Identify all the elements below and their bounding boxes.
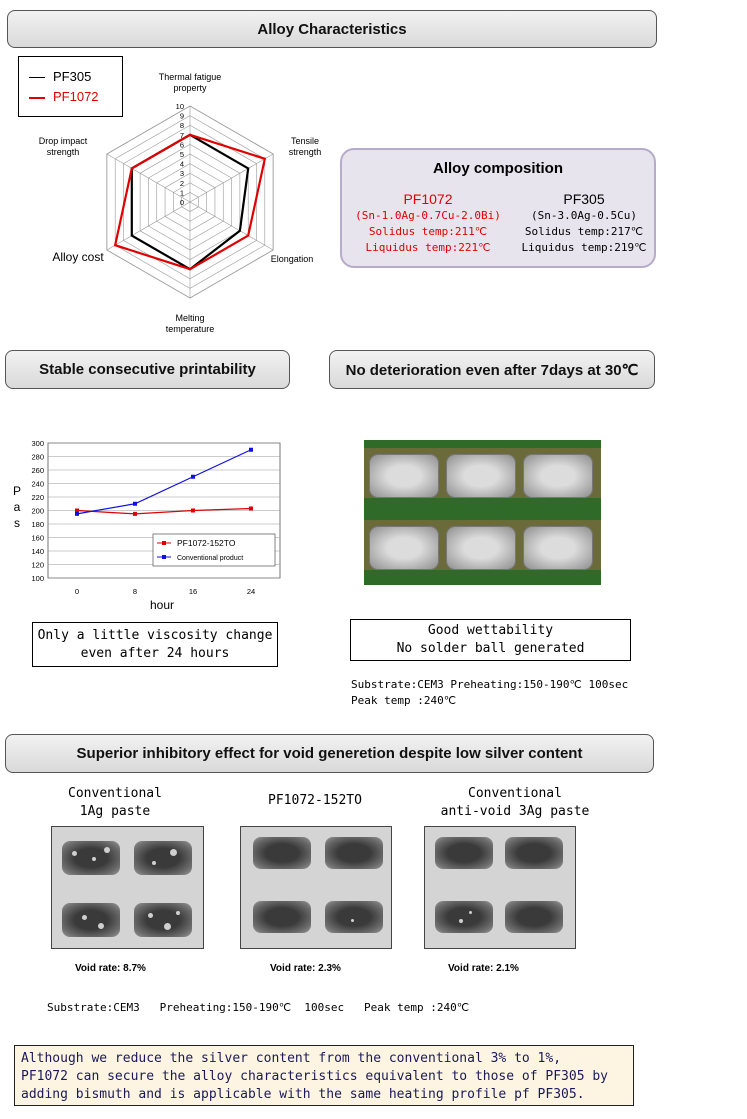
pf305-name: PF305: [563, 191, 605, 207]
section-header-deterioration: [329, 350, 655, 389]
section-title: No deterioration even after 7days at 30℃: [345, 361, 639, 379]
data-point: [133, 502, 137, 506]
viscosity-line-chart: [0, 435, 300, 615]
data-point: [75, 512, 79, 516]
pf1072-solidus: Solidus temp:211℃: [368, 225, 488, 238]
xray-image-pf1072: [240, 826, 392, 949]
legend-label-pf1072: PF1072: [53, 89, 99, 104]
xray-image-1ag: [51, 826, 204, 949]
x-axis-label: hour: [150, 598, 175, 612]
legend-marker: [162, 555, 166, 559]
solder-pad: [446, 526, 516, 570]
wettability-note: Good wettability No solder ball generated: [350, 619, 631, 661]
radar-scale-label: 2: [179, 178, 184, 188]
radar-scale-label: 6: [179, 140, 184, 150]
bottom-substrate-note: Substrate:CEM3 Preheating:150-190℃ 100sec Peak temp :240℃: [47, 1001, 470, 1014]
radar-scale-label: 0: [179, 198, 184, 207]
radar-scale-label: 9: [179, 111, 184, 121]
data-point: [191, 475, 195, 479]
y-tick-label: 180: [31, 520, 44, 529]
void-dot: [469, 911, 472, 914]
axis-label-elongation: Elongation: [270, 254, 314, 264]
void-dot: [351, 919, 354, 922]
xray-pad: [134, 841, 192, 875]
data-point: [133, 512, 137, 516]
xray-pad: [134, 903, 192, 937]
pf305-liquidus: Liquidus temp:219℃: [521, 241, 647, 254]
void-dot: [82, 915, 87, 920]
pf305-solidus: Solidus temp:217℃: [524, 225, 644, 238]
legend-label: Conventional product: [177, 555, 244, 562]
sample-caption-3: Conventional anti-void 3Ag paste: [440, 786, 590, 819]
solder-pad: [369, 454, 439, 498]
xray-pad: [435, 837, 493, 869]
section-title: Superior inhibitory effect for void generetion despite low silver content: [76, 745, 583, 762]
radar-scale-label: 10: [175, 102, 184, 111]
void-dot: [164, 923, 171, 930]
legend-label-pf305: PF305: [53, 69, 92, 84]
void-dot: [92, 857, 96, 861]
y-tick-label: 300: [31, 439, 44, 448]
wettability-photo: [364, 440, 601, 585]
alloy-composition-box: [340, 148, 656, 268]
sample-caption-1: Conventional 1Ag paste: [68, 786, 162, 819]
xray-pad: [325, 901, 383, 933]
composition-title: Alloy composition: [432, 160, 563, 177]
y-tick-label: 200: [31, 506, 44, 516]
xray-pad: [62, 903, 120, 937]
xray-pad: [325, 837, 383, 869]
section-title: Stable consecutive printability: [39, 361, 256, 378]
axis-label-melting: Melting temperature: [165, 313, 215, 334]
axis-label-drop: Drop impact strength: [38, 136, 88, 157]
x-tick-label: 24: [246, 587, 256, 596]
radar-scale-label: 5: [179, 150, 184, 159]
void-dot: [459, 919, 463, 923]
composition-pf1072: [348, 190, 508, 256]
radar-scale-label: 1: [179, 188, 184, 198]
solder-pad: [523, 454, 593, 498]
radar-chart: [0, 55, 340, 345]
xray-pad: [62, 841, 120, 875]
legend-marker: [162, 541, 166, 545]
void-rate-pf1072: Void rate: 2.3%: [270, 963, 341, 974]
void-dot: [176, 911, 180, 915]
section-header-void: [5, 734, 654, 773]
data-point: [249, 448, 253, 452]
xray-pad: [505, 837, 563, 869]
y-tick-label: 120: [31, 560, 44, 570]
radar-scale-label: 7: [179, 130, 184, 140]
solder-pad: [446, 454, 516, 498]
x-tick-label: 16: [188, 587, 198, 596]
y-tick-label: 220: [31, 493, 44, 502]
pf1072-liquidus: Liquidus temp:221℃: [365, 241, 491, 254]
xray-pad: [435, 901, 493, 933]
data-point: [249, 506, 253, 510]
xray-pad: [253, 837, 311, 869]
viscosity-note: Only a little viscosity change even after 24 hours: [32, 622, 278, 667]
void-dot: [148, 913, 153, 918]
axis-label-thermal: Thermal fatigue property: [158, 72, 222, 93]
y-tick-label: 280: [31, 452, 44, 462]
composition-pf305: [514, 190, 654, 256]
section-title: Alloy Characteristics: [257, 20, 407, 38]
axis-label-cost: Alloy cost: [52, 250, 104, 264]
section-header-alloy-characteristics: [7, 10, 657, 48]
void-rate-3ag: Void rate: 2.1%: [448, 963, 519, 974]
pf1072-formula: (Sn-1.0Ag-0.7Cu-2.0Bi): [355, 209, 501, 222]
data-point: [191, 509, 195, 513]
section-header-printability: [5, 350, 290, 389]
y-axis-label: P a s: [12, 484, 21, 530]
y-tick-label: 160: [31, 533, 44, 543]
void-dot: [98, 923, 104, 929]
sample-caption-2: PF1072-152TO: [268, 793, 362, 808]
radar-scale-label: 4: [179, 159, 184, 169]
y-tick-label: 100: [31, 574, 44, 583]
pf1072-name: PF1072: [403, 191, 453, 207]
x-tick-label: 8: [132, 587, 138, 596]
y-tick-label: 240: [31, 479, 44, 489]
void-dot: [152, 861, 156, 865]
axis-label-tensile: Tensile strength: [288, 136, 322, 157]
radar-scale-label: 3: [179, 169, 184, 179]
xray-image-3ag: [424, 826, 576, 949]
y-tick-label: 140: [31, 547, 44, 556]
void-dot: [72, 851, 77, 856]
summary-box: Although we reduce the silver content from the conventional 3% to 1%, PF1072 can secure the alloy characteristics equivalent to those of PF305 by adding bismuth and is applicable with the same heating profile pf PF305.: [14, 1045, 634, 1106]
x-tick-label: 0: [74, 587, 80, 596]
void-dot: [104, 847, 110, 853]
void-dot: [170, 849, 177, 856]
pf305-formula: (Sn-3.0Ag-0.5Cu): [531, 209, 637, 222]
xray-pad: [253, 901, 311, 933]
solder-pad: [369, 526, 439, 570]
solder-pad: [523, 526, 593, 570]
radar-scale-label: 8: [179, 121, 184, 131]
xray-pad: [505, 901, 563, 933]
legend-label: PF1072-152TO: [177, 538, 236, 548]
void-rate-1ag: Void rate: 8.7%: [75, 963, 146, 974]
y-tick-label: 260: [31, 466, 44, 475]
substrate-note: Substrate:CEM3 Preheating:150-190℃ 100sec Peak temp :240℃: [351, 678, 629, 707]
